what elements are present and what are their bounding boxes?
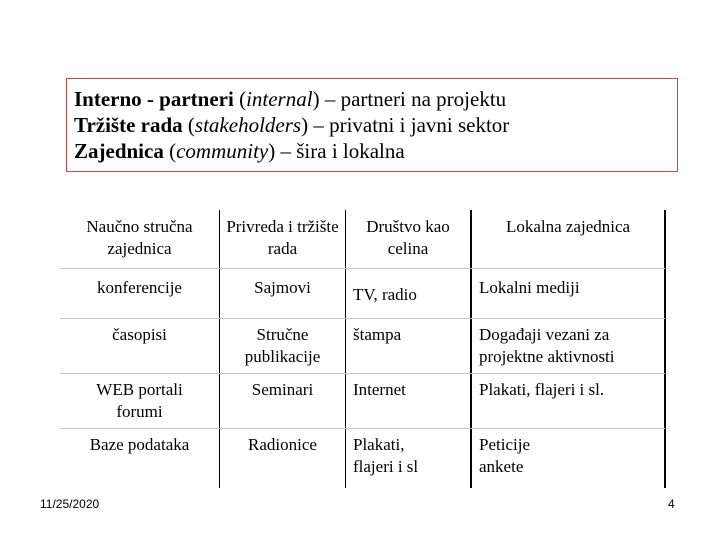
intro-box <box>66 78 678 172</box>
intro-term: Zajednica <box>74 139 164 163</box>
table-cell: Događaji vezani za projektne aktivnosti <box>479 325 615 366</box>
table-cell: Seminari <box>251 380 314 399</box>
table-cell: Plakati, flajeri i sl. <box>479 380 605 399</box>
intro-line-internal <box>74 86 677 112</box>
row-divider <box>60 268 665 269</box>
intro-line-stakeholders <box>74 112 677 138</box>
header-cell: Lokalna zajednica <box>505 217 631 236</box>
header-cell: Privreda i tržište rada <box>226 217 339 258</box>
intro-term: Interno - partneri <box>74 87 234 111</box>
row-divider <box>60 318 665 319</box>
row-divider <box>60 428 665 429</box>
intro-term-english: stakeholders <box>194 113 302 137</box>
table-cell: TV, radio <box>353 285 417 304</box>
intro-description: – partneri na projektu <box>319 87 507 111</box>
table-cell: konferencije <box>97 278 182 297</box>
intro-paren-open: ( <box>163 139 177 163</box>
table-cell: časopisi <box>112 325 167 344</box>
table-cell: štampa <box>353 325 402 344</box>
table-cell: Internet <box>353 380 406 399</box>
table-cell: Lokalni mediji <box>479 278 580 297</box>
intro-description: – privatni i javni sektor <box>308 113 510 137</box>
intro-term: Tržište rada <box>74 113 183 137</box>
stakeholder-table <box>60 210 665 488</box>
intro-paren-open: ( <box>233 87 247 111</box>
table-cell: Plakati, flajeri i sl <box>353 435 419 476</box>
intro-paren-close: ) <box>268 139 276 163</box>
intro-paren-open: ( <box>182 113 195 137</box>
header-cell: Društvo kao celina <box>366 217 450 258</box>
intro-term-english: community <box>176 139 269 163</box>
header-cell: Naučno stručna zajednica <box>86 217 193 258</box>
footer-date: 11/25/2020 <box>40 497 100 511</box>
intro-line-community <box>74 138 677 164</box>
intro-paren-close: ) <box>301 113 309 137</box>
table-cell: Radionice <box>248 435 317 454</box>
page-number: 4 <box>668 497 675 511</box>
table-cell: Peticije ankete <box>479 435 530 476</box>
table-cell: Sajmovi <box>254 278 311 297</box>
row-divider <box>60 373 665 374</box>
intro-description: – šira i lokalna <box>275 139 405 163</box>
intro-paren-close: ) <box>312 87 320 111</box>
table-cell: Baze podataka <box>89 435 190 454</box>
column-divider <box>664 210 666 488</box>
table-cell: WEB portali forumi <box>96 380 183 421</box>
table-cell: Stručne publikacije <box>244 325 321 366</box>
intro-term-english: internal <box>246 87 313 111</box>
